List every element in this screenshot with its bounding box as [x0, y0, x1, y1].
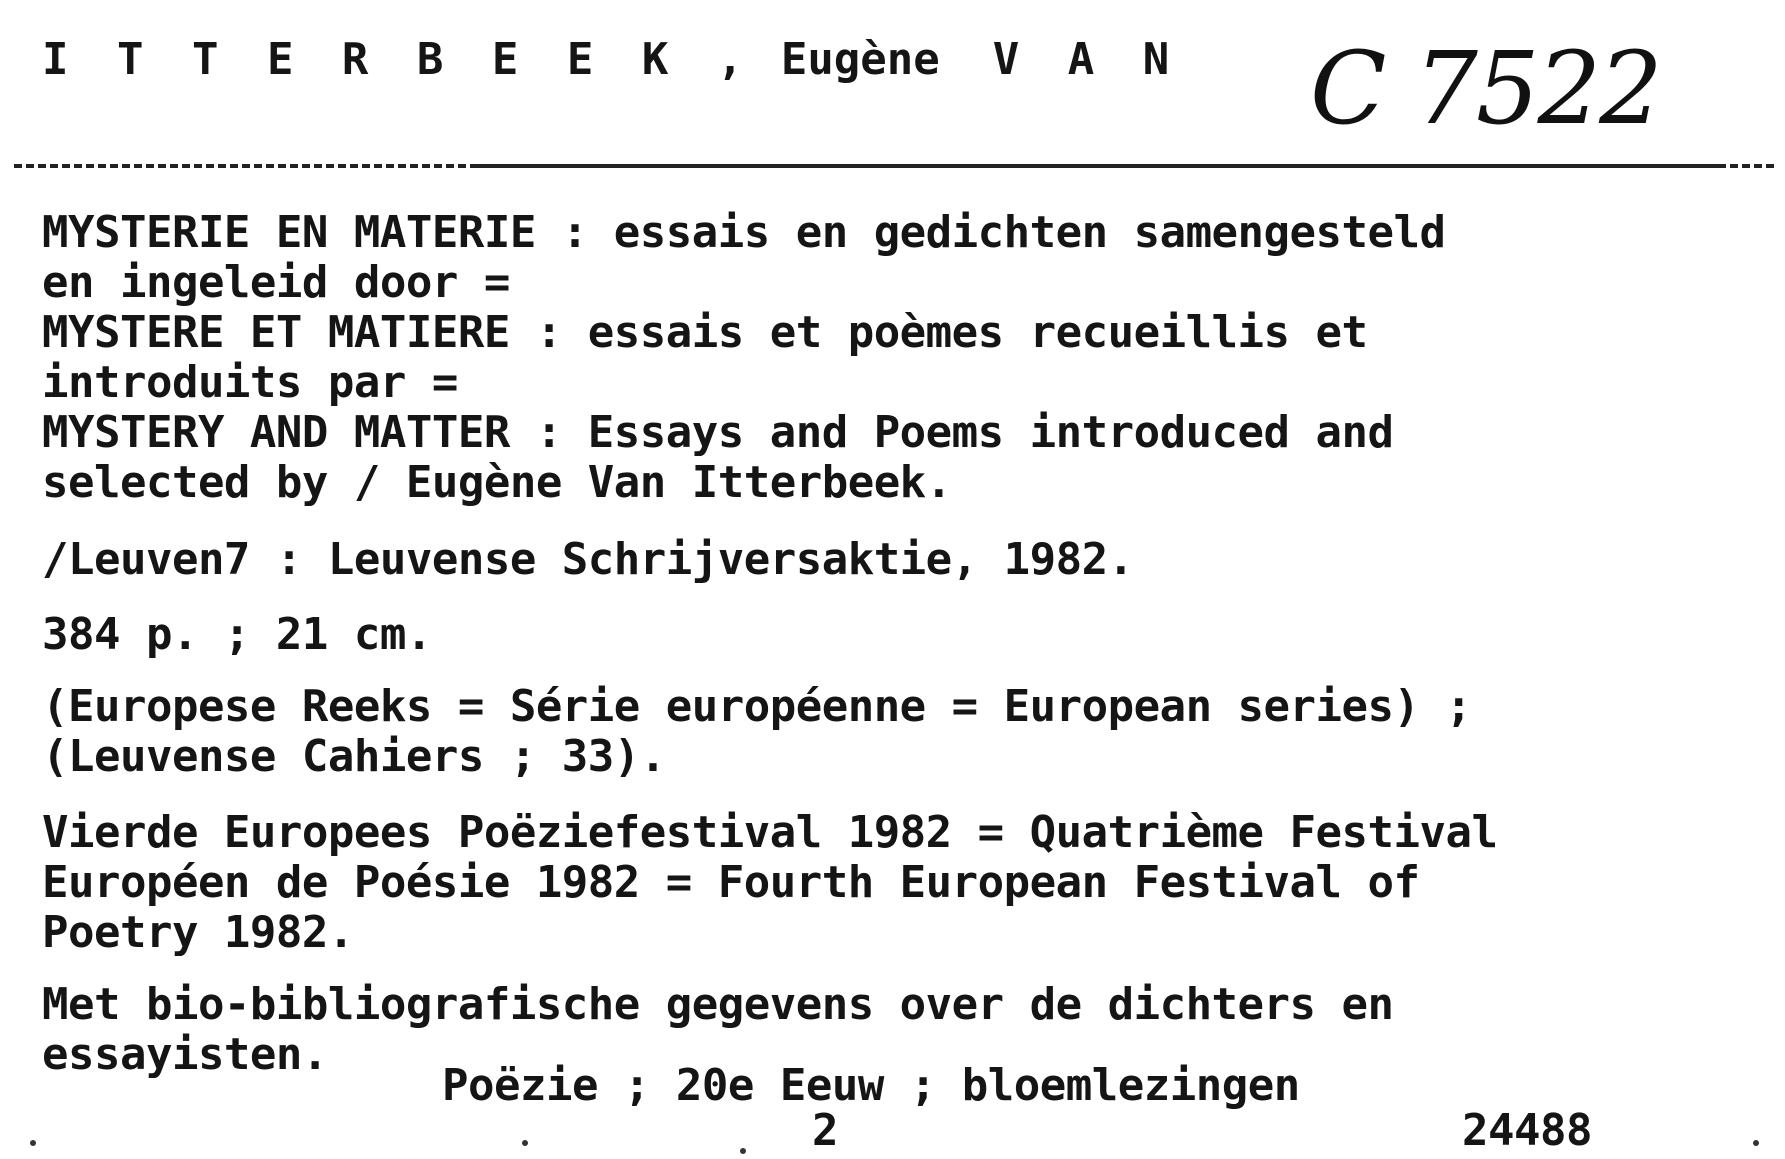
author-forename: Eugène: [780, 34, 940, 85]
title-line: MYSTERY AND MATTER : Essays and Poems introduced and: [42, 407, 1394, 458]
title-line: MYSTERE ET MATIERE : essais et poèmes recueillis et: [42, 307, 1368, 358]
author-surname: I T T E R B E E K ,: [42, 34, 755, 85]
title-statement: [42, 208, 1445, 508]
shelfmark: C 7522: [1310, 30, 1661, 147]
series-line: (Europese Reeks = Série européenne = European series) ;: [42, 681, 1472, 732]
speck: [740, 1148, 746, 1154]
series-statement: [42, 682, 1471, 782]
title-line: en ingeleid door =: [42, 257, 510, 308]
copy-number: 2: [812, 1105, 838, 1156]
note-line: Met bio-bibliografische gegevens over de dichters en: [42, 979, 1394, 1030]
author-heading: [42, 34, 1180, 85]
festival-note: [42, 808, 1497, 958]
collation: 384 p. ; 21 cm.: [42, 609, 432, 660]
divider-line-solid: [470, 164, 1720, 168]
accession-number: 24488: [1462, 1105, 1592, 1156]
title-line: MYSTERIE EN MATERIE : essais en gedichten samengesteld: [42, 207, 1446, 258]
note-line: Vierde Europees Poëziefestival 1982 = Quatrième Festival: [42, 807, 1498, 858]
speck: [1753, 1140, 1759, 1146]
title-line: introduits par =: [42, 357, 458, 408]
note-line: Européen de Poésie 1982 = Fourth European Festival of: [42, 857, 1420, 908]
note-line: essayisten.: [42, 1029, 328, 1080]
series-line: (Leuvense Cahiers ; 33).: [42, 731, 666, 782]
note-line: Poetry 1982.: [42, 907, 354, 958]
subject-heading: Poëzie ; 20e Eeuw ; bloemlezingen: [442, 1060, 1300, 1111]
speck: [522, 1140, 528, 1146]
imprint: /Leuven7 : Leuvense Schrijversaktie, 1982.: [42, 534, 1134, 585]
title-line: selected by / Eugène Van Itterbeek.: [42, 457, 952, 508]
speck: [30, 1140, 36, 1146]
author-particle: V A N: [992, 34, 1181, 85]
